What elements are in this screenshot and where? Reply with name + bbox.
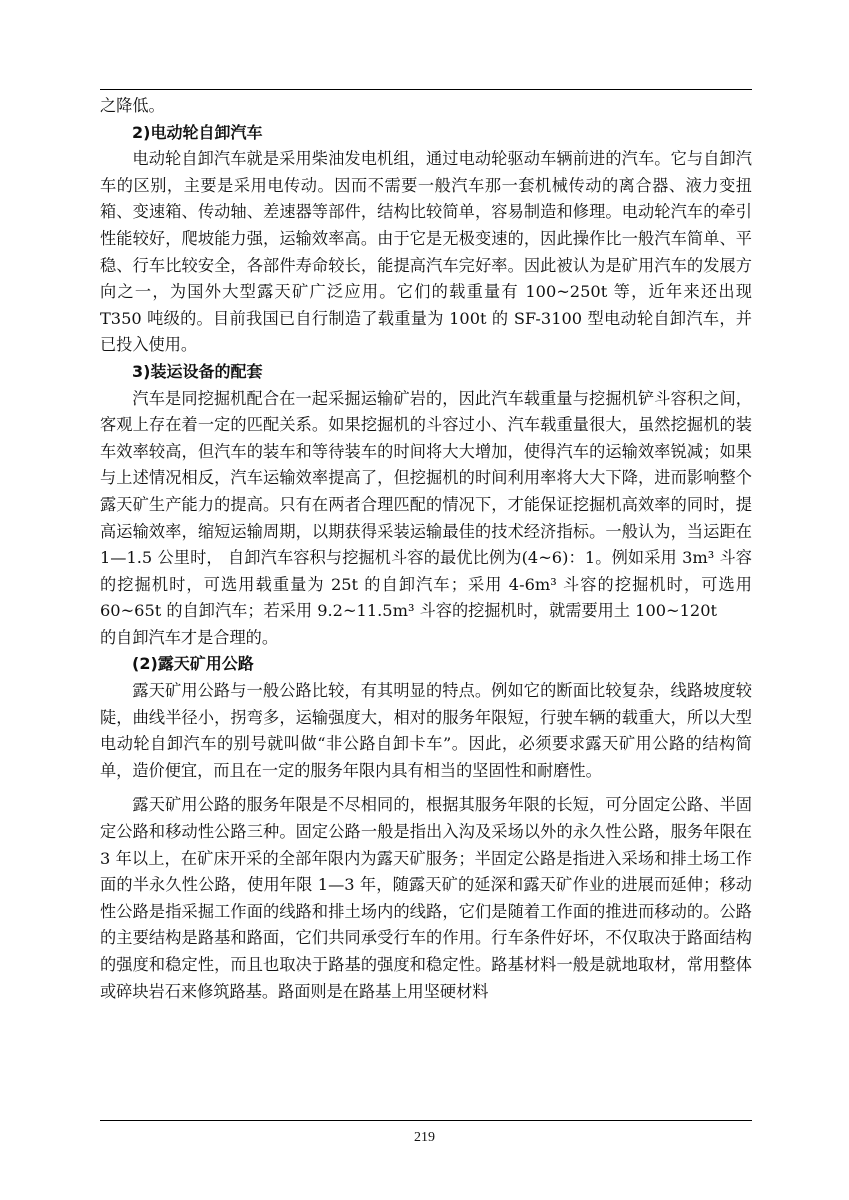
paragraph-loading-equipment: 汽车是同挖掘机配合在一起采掘运输矿岩的，因此汽车载重量与挖掘机铲斗容积之间，客观上存在着一定的匹配关系。如果挖掘机的斗容过小、汽车载重量很大，虽然挖掘机的装车效率较高，但汽车的装车和等待装车的时间将大大增加，使得汽车的运输效率锐减；如果与上述情况相反，汽车运输效率提高了，但挖掘机的时间利用率将大大下降，进而影响整个露天矿生产能力的提高。只有在两者合理匹配的情况下，才能保证挖掘机高效率的同时，提高运输效率，缩短运输周期，以期获得采装运输最佳的技术经济指标。一般认为，当运距在 1—1.5 公里时， 自卸汽车容积与挖掘机斗容的最优比例为(4~6)：1。例如采用 3m³ 斗容的挖掘机时，可选用载重量为 25t 的自卸汽车；采用 4-6m³ 斗容的挖掘机时，可选用 60~65t 的自卸汽车；若采用 9.2~11.5m³ 斗容的挖掘机时，就需要用土 100~120t: [100, 388, 752, 621]
paragraph-mine-roads-types: 露天矿用公路的服务年限是不尽相同的，根据其服务年限的长短，可分固定公路、半固定公路和移动性公路三种。固定公路一般是指出入沟及采场以外的永久性公路，服务年限在 3 年以上，在矿床开采的全部年限内为露天矿服务；半固定公路是指进入采场和排土场工作面的半永久性公路，使用年限 1—3 年，随露天矿的延深和露天矿作业的进展而延伸；移动性公路是指采掘工作面的线路和排土场内的线路，它们是随着工作面的推进而移动的。公路的主要结构是路基和路面，它们共同承受行车的作用。行车条件好坏，不仅取决于路面结构的强度和稳定性，而且也取决于路基的强度和稳定性。路基材料一般是就地取材，常用整体或碎块岩石来修筑路基。路面则是在路基上用坚硬材料: [100, 795, 752, 1001]
heading-electric-wheel-truck: 2)电动轮自卸汽车: [132, 122, 263, 142]
body-text: [100, 93, 752, 1005]
page-number: 219: [414, 1130, 435, 1145]
footer-rule: [100, 1120, 752, 1121]
paragraph-mine-roads-features: 露天矿用公路与一般公路比较，有其明显的特点。例如它的断面比较复杂，线路坡度较陡，曲线半径小，拐弯多，运输强度大，相对的服务年限短，行驶车辆的载重大，所以大型电动轮自卸汽车的别号就叫做“非公路自卸卡车”。因此，必须要求露天矿用公路的结构简单，造价便宜，而且在一定的服务年限内具有相当的坚固性和耐磨性。: [100, 681, 752, 780]
paragraph-electric-wheel-truck: 电动轮自卸汽车就是采用柴油发电机组，通过电动轮驱动车辆前进的汽车。它与自卸汽车的区别，主要是采用电传动。因而不需要一般汽车那一套机械传动的离合器、液力变扭箱、变速箱、传动轴、差速器等部件，结构比较简单，容易制造和修理。电动轮汽车的牵引性能较好，爬坡能力强，运输效率高。由于它是无极变速的，因此操作比一般汽车简单、平稳、行车比较安全，各部件寿命较长，能提高汽车完好率。因此被认为是矿用汽车的发展方向之一，为国外大型露天矿广泛应用。它们的载重量有 100~250t 等，近年来还出现 T350 吨级的。目前我国已自行制造了载重量为 100t 的 SF-3100 型电动轮自卸汽车，并已投入使用。: [100, 149, 752, 355]
heading-loading-equipment: 3)装运设备的配套: [132, 361, 263, 381]
continued-paragraph: 之降低。: [100, 96, 165, 115]
header-rule: [100, 89, 752, 90]
paragraph-loading-equipment-end: 的自卸汽车才是合理的。: [100, 627, 279, 647]
heading-mine-roads: (2)露天矿用公路: [132, 654, 254, 674]
